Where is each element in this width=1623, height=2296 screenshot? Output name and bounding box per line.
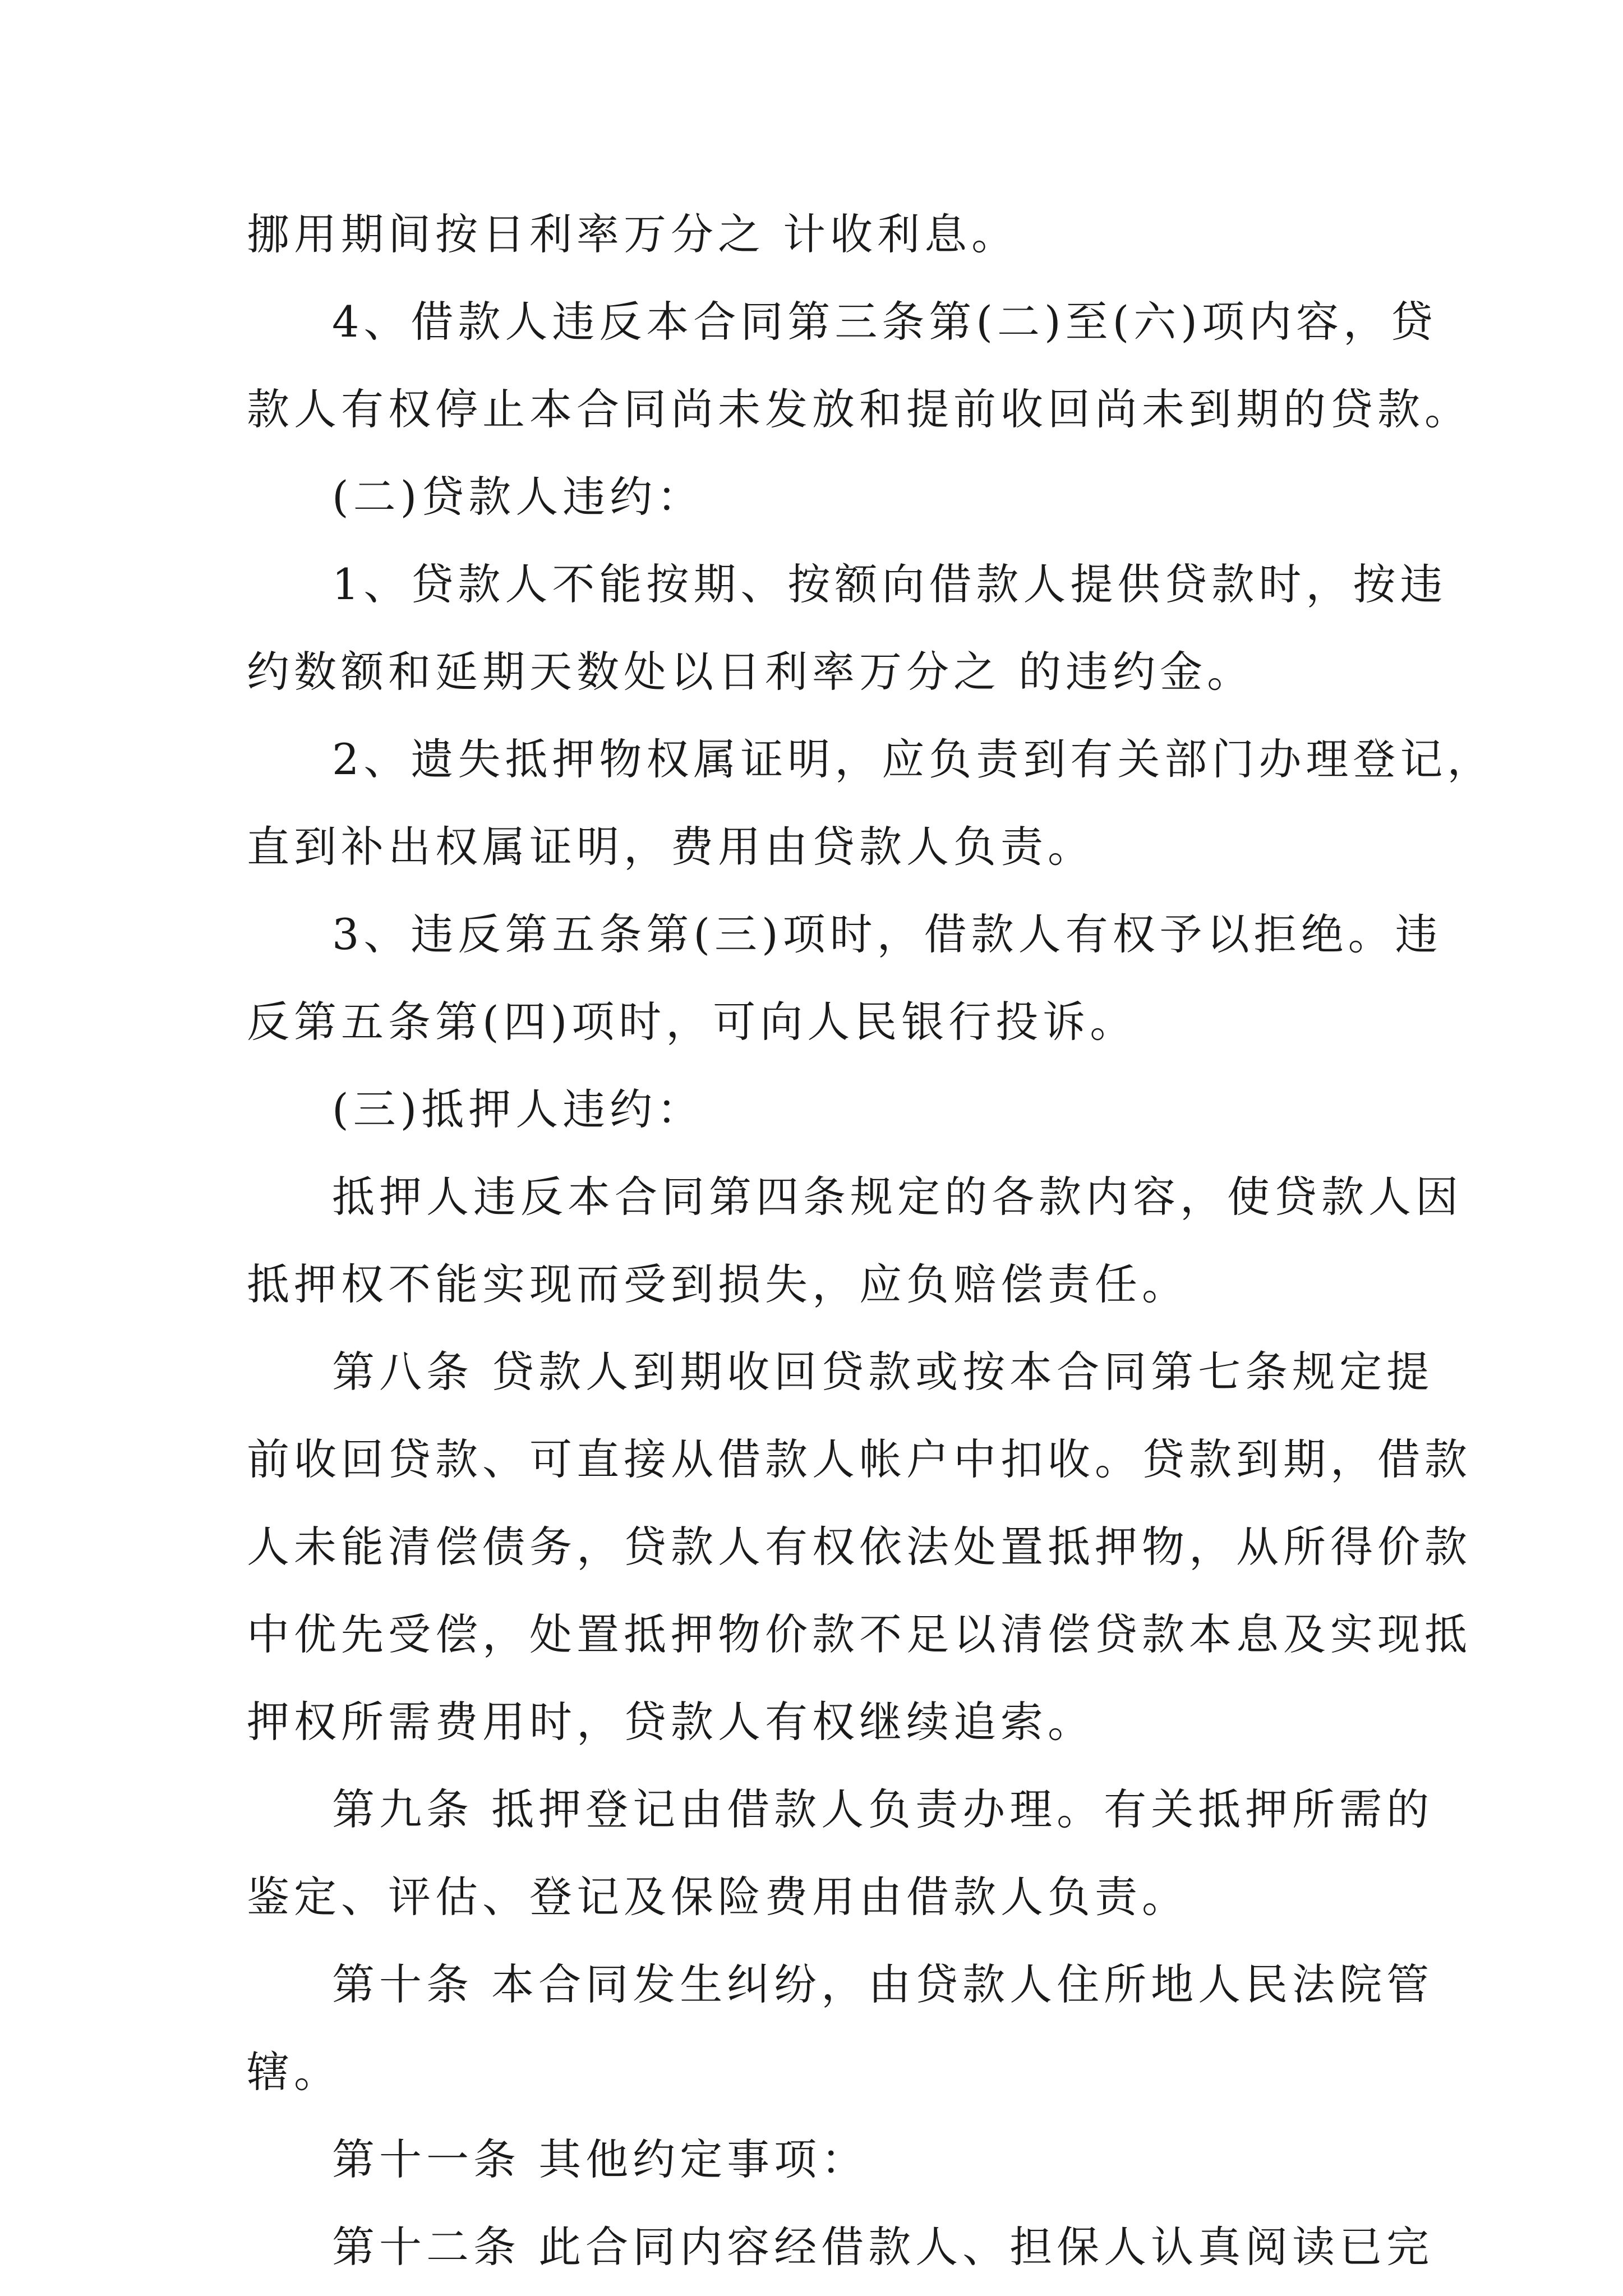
article-line: 第十二条 此合同内容经借款人、担保人认真阅读已完: [332, 2222, 1434, 2272]
article-line: 第八条 贷款人到期收回贷款或按本合同第七条规定提: [332, 1347, 1434, 1397]
contract-text: [247, 191, 1495, 2291]
text-line: 前收回贷款、可直接从借款人帐户中扣收。贷款到期，借款: [247, 1434, 1472, 1484]
section-heading: (二)贷款人违约：: [332, 472, 704, 522]
text-line: 反第五条第(四)项时，可向人民银行投诉。: [247, 997, 1137, 1047]
text-line: 4、借款人违反本合同第三条第(二)至(六)项内容，贷: [332, 297, 1437, 347]
text-line: 押权所需费用时，贷款人有权继续追索。: [247, 1697, 1095, 1747]
text-line: 辖。: [247, 2047, 341, 2097]
text-line: 抵押权不能实现而受到损失，应负赔偿责任。: [247, 1259, 1189, 1309]
article-line: 第十条 本合同发生纠纷，由贷款人住所地人民法院管: [332, 1959, 1434, 2009]
text-line: 款人有权停止本合同尚未发放和提前收回尚未到期的贷款。: [247, 384, 1472, 434]
text-line: 人未能清偿债务，贷款人有权依法处置抵押物，从所得价款: [247, 1522, 1472, 1572]
article-line: 第九条 抵押登记由借款人负责办理。有关抵押所需的: [332, 1784, 1434, 1834]
text-line: 中优先受偿，处置抵押物价款不足以清偿贷款本息及实现抵: [247, 1609, 1472, 1659]
text-line: 直到补出权属证明，费用由贷款人负责。: [247, 822, 1095, 872]
section-heading: (三)抵押人违约：: [332, 1084, 704, 1134]
text-line: 3、违反第五条第(三)项时，借款人有权予以拒绝。违: [332, 909, 1442, 959]
text-line: 1、贷款人不能按期、按额向借款人提供贷款时，按违: [332, 559, 1447, 609]
text-line: 2、遗失抵押物权属证明，应负责到有关部门办理登记，: [332, 734, 1495, 784]
text-line: 抵押人违反本合同第四条规定的各款内容，使贷款人因: [332, 1172, 1463, 1222]
text-line: 约数额和延期天数处以日利率万分之 的违约金。: [247, 647, 1255, 697]
text-line: 挪用期间按日利率万分之 计收利息。: [247, 209, 1019, 259]
text-line: 鉴定、评估、登记及保险费用由借款人负责。: [247, 1872, 1189, 1922]
article-line: 第十一条 其他约定事项：: [332, 2134, 869, 2184]
